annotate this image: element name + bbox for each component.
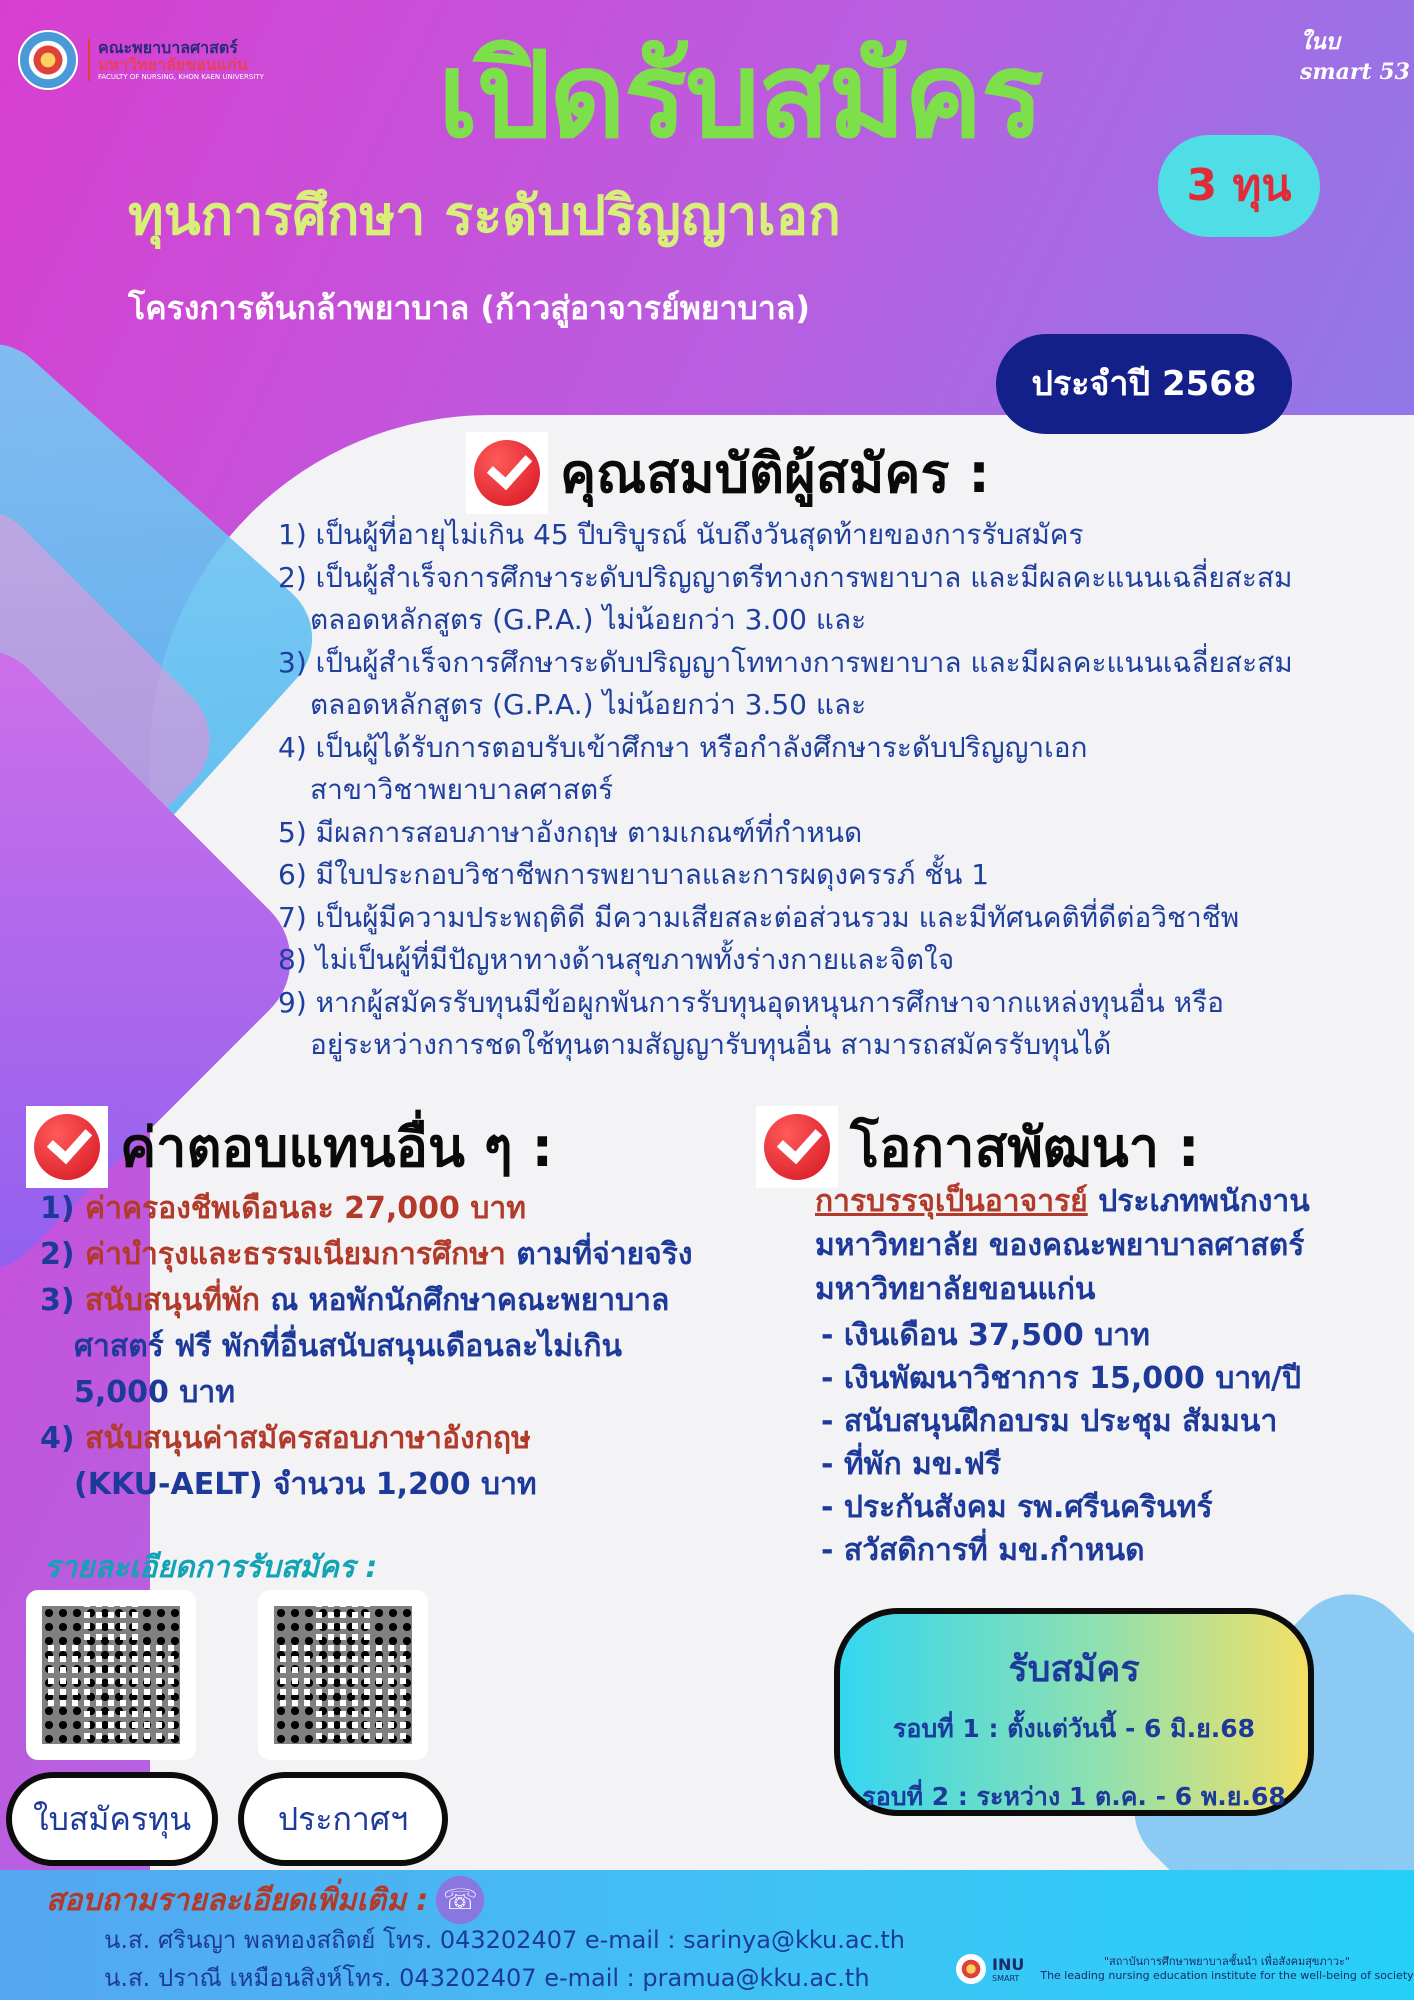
development-block: การบรรจุเป็นอาจารย์ ประเภทพนักงาน มหาวิทยาลัย ของคณะพยาบาลศาสตร์ มหาวิทยาลัยขอนแก่น - เงินเดือน 37,500 บาท - เงินพัฒนาวิชาการ 15,000 บาท/ปี - สนับสนุนฝึกอบรม ประชุม สัมมนา - ที่พัก มข.ฟรี - ประกันสังคม รพ.ศรีนครินทร์ - สวัสดิการที่ มข.กำหนด <box>815 1180 1395 1572</box>
list-item: 3) สนับสนุนที่พัก ณ หอพักนักศึกษาคณะพยาบาล <box>40 1283 670 1318</box>
list-item: 1) ค่าครองชีพเดือนละ 27,000 บาท <box>40 1191 527 1226</box>
details-heading: รายละเอียดการรับสมัคร : <box>44 1550 378 1585</box>
list-item: 6) มีใบประกอบวิชาชีพการพยาบาลและการผดุงครรภ์ ชั้น 1 <box>278 858 990 891</box>
qr-code-icon <box>42 1606 180 1744</box>
qualifications-heading: คุณสมบัติผู้สมัคร : <box>466 430 990 516</box>
list-item: 7) เป็นผู้มีความประพฤติดี มีความเสียสละต่อส่วนรวม และมีทัศนคติที่ดีต่อวิชาชีพ <box>278 900 1240 934</box>
list-item: - เงินพัฒนาวิชาการ 15,000 บาท/ปี <box>821 1361 1302 1396</box>
check-icon <box>466 432 548 514</box>
list-item: 9) หากผู้สมัครรับทุนมีข้อผูกพันการรับทุนอุดหนุนการศึกษาจากแหล่งทุนอื่น หรือ <box>278 985 1224 1019</box>
application-period-box <box>834 1608 1314 1816</box>
project-name: โครงการต้นกล้าพยาบาล (ก้าวสู่อาจารย์พยาบาล) <box>128 289 811 327</box>
anniversary-logo: ในบ smart 53 <box>1300 29 1410 85</box>
qr-code-icon <box>274 1606 412 1744</box>
application-heading: รับสมัคร <box>1008 1649 1140 1690</box>
list-item: 2) ค่าบำรุงและธรรมเนียมการศึกษา ตามที่จ่ายจริง <box>40 1237 693 1272</box>
compensation-heading: ค่าตอบแทนอื่น ๆ : <box>26 1104 553 1190</box>
list-item: - ที่พัก มข.ฟรี <box>821 1447 1002 1482</box>
list-item: อยู่ระหว่างการชดใช้ทุนตามสัญญารับทุนอื่น สามารถสมัครรับทุนได้ <box>310 1028 1112 1061</box>
scholarship-count-badge: 3 ทุน <box>1158 135 1320 237</box>
round-1: รอบที่ 1 : ตั้งแต่วันนี้ - 6 มิ.ย.68 <box>892 1714 1256 1743</box>
development-lead-underlined: การบรรจุเป็นอาจารย์ <box>815 1184 1088 1219</box>
logo-line-3: FACULTY OF NURSING, KHON KAEN UNIVERSITY <box>98 72 264 81</box>
list-item: สาขาวิชาพยาบาลศาสตร์ <box>310 773 614 806</box>
round-2: รอบที่ 2 : ระหว่าง 1 ต.ค. - 6 พ.ย.68 <box>862 1782 1286 1811</box>
footer-logo: INU SMART "สถาบันการศึกษาพยาบาลชั้นนำ เพื่อสังคมสุขภาวะ" The leading nursing education institute for the well-being of society <box>956 1954 1414 1984</box>
list-item: - สนับสนุนฝึกอบรม ประชุม สัมมนา <box>821 1404 1278 1439</box>
logo-line-2: มหาวิทยาลัยขอนแก่น <box>98 55 248 75</box>
check-icon <box>756 1106 838 1188</box>
announcement-qr-code[interactable] <box>258 1590 428 1760</box>
application-form-qr-code[interactable] <box>26 1590 196 1760</box>
university-seal-icon <box>956 1954 986 1984</box>
list-item-continued: ศาสตร์ ฟรี พักที่อื่นสนับสนุนเดือนละไม่เกิน <box>74 1329 623 1364</box>
list-item: 4) เป็นผู้ได้รับการตอบรับเข้าศึกษา หรือกำลังศึกษาระดับปริญญาเอก <box>278 730 1088 764</box>
list-item: - เงินเดือน 37,500 บาท <box>821 1318 1150 1353</box>
logo-line-1: คณะพยาบาลศาสตร์ <box>98 37 238 57</box>
list-item: - ประกันสังคม รพ.ศรีนครินทร์ <box>821 1490 1213 1525</box>
list-item: 8) ไม่เป็นผู้ที่มีปัญหาทางด้านสุขภาพทั้งร่างกายและจิตใจ <box>278 943 955 976</box>
list-item: 5) มีผลการสอบภาษาอังกฤษ ตามเกณฑ์ที่กำหนด <box>278 815 863 849</box>
check-icon <box>26 1106 108 1188</box>
page-title: เปิดรับสมัคร <box>437 26 1043 164</box>
list-item: ตลอดหลักสูตร (G.P.A.) ไม่น้อยกว่า 3.00 และ <box>310 603 867 636</box>
list-item-continued: (KKU-AELT) จำนวน 1,200 บาท <box>74 1467 537 1502</box>
list-item: - สวัสดิการที่ มข.กำหนด <box>821 1533 1145 1568</box>
contact-line-1: น.ส. ศรินญา พลทองสถิตย์ โทร. 043202407 e-mail : sarinya@kku.ac.th <box>104 1926 905 1954</box>
development-heading: โอกาสพัฒนา : <box>756 1104 1199 1190</box>
qualifications-list <box>278 514 1378 1067</box>
contact-heading: สอบถามรายละเอียดเพิ่มเติม : ☏ <box>46 1876 484 1924</box>
announcement-button[interactable]: ประกาศฯ <box>238 1772 448 1866</box>
list-item: ตลอดหลักสูตร (G.P.A.) ไม่น้อยกว่า 3.50 และ <box>310 688 867 721</box>
list-item: 1) เป็นผู้ที่อายุไม่เกิน 45 ปีบริบูรณ์ นับถึงวันสุดท้ายของการรับสมัคร <box>278 518 1084 551</box>
year-badge: ประจำปี 2568 <box>996 334 1292 434</box>
list-item-continued: 5,000 บาท <box>74 1375 236 1410</box>
development-list <box>815 1314 1395 1572</box>
application-form-button[interactable]: ใบสมัครทุน <box>6 1772 218 1866</box>
faculty-logo <box>18 30 264 90</box>
contact-line-2: น.ส. ปราณี เหมือนสิงห์โทร. 043202407 e-mail : pramua@kku.ac.th <box>104 1964 870 1992</box>
list-item: 3) เป็นผู้สำเร็จการศึกษาระดับปริญญาโททางการพยาบาล และมีผลคะแนนเฉลี่ยสะสม <box>278 645 1293 679</box>
university-seal-icon <box>18 30 78 90</box>
list-item: 2) เป็นผู้สำเร็จการศึกษาระดับปริญญาตรีทางการพยาบาล และมีผลคะแนนเฉลี่ยสะสม <box>278 560 1293 594</box>
list-item: 4) สนับสนุนค่าสมัครสอบภาษาอังกฤษ <box>40 1421 531 1456</box>
page-subtitle: ทุนการศึกษา ระดับปริญญาเอก <box>128 184 841 247</box>
compensation-list <box>40 1186 760 1508</box>
phone-icon: ☏ <box>436 1876 484 1924</box>
